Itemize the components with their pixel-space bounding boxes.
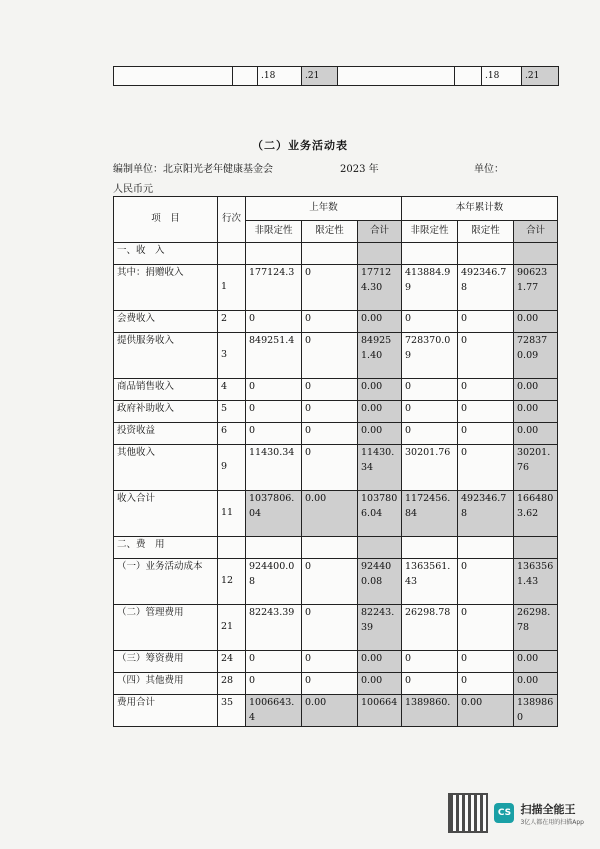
cell-c4: 1363561.43	[402, 559, 458, 605]
cell-line: 12	[218, 559, 246, 605]
brand-tagline: 3亿人都在用的扫描App	[520, 818, 584, 826]
table-row	[114, 695, 558, 727]
header-this-year: 本年累计数	[402, 197, 558, 221]
cell-c6: 906231.77	[514, 265, 558, 311]
cell-c6: 1664803.62	[514, 491, 558, 537]
cell-c1: 0	[246, 651, 302, 673]
table-row	[114, 537, 558, 559]
cell-c2: 0	[302, 333, 358, 379]
header-unrestricted: 非限定性	[246, 221, 302, 243]
org-label: 编制单位：北京阳光老年健康基金会	[113, 164, 273, 175]
top-cell-b: .21	[301, 67, 337, 85]
cell-item: 政府补助收入	[114, 401, 218, 423]
cell-c3: 100664	[358, 695, 402, 727]
cell-c4: 0	[402, 401, 458, 423]
cell-c3: 0.00	[358, 401, 402, 423]
cell-c5: 0	[458, 605, 514, 651]
cell-c5: 0	[458, 333, 514, 379]
top-cell-d: .21	[521, 67, 558, 85]
cell-c5: 492346.78	[458, 491, 514, 537]
unit-label: 单位：	[474, 164, 504, 175]
page-title: （二）业务活动表	[252, 139, 348, 152]
cell-item: 会费收入	[114, 311, 218, 333]
table-row	[114, 265, 558, 311]
cell-c4: 26298.78	[402, 605, 458, 651]
year-label: 2023 年	[340, 164, 379, 175]
table-row	[114, 333, 558, 379]
cell-line: 35	[218, 695, 246, 727]
cell-c2: 0	[302, 265, 358, 311]
cell-c6: 26298.78	[514, 605, 558, 651]
cell-c2: 0	[302, 559, 358, 605]
cell-item: 提供服务收入	[114, 333, 218, 379]
cell-c2: 0	[302, 651, 358, 673]
scanner-watermark	[448, 793, 584, 833]
cell-line: 1	[218, 265, 246, 311]
cell-c4	[402, 537, 458, 559]
table-row	[114, 423, 558, 445]
cell-line: 9	[218, 445, 246, 491]
table-row	[114, 445, 558, 491]
cell-c1: 0	[246, 423, 302, 445]
cell-c6: 30201.76	[514, 445, 558, 491]
cell-c2: 0	[302, 311, 358, 333]
cell-c1: 924400.08	[246, 559, 302, 605]
cell-c5: 492346.78	[458, 265, 514, 311]
cell-line: 24	[218, 651, 246, 673]
cell-item: （一）业务活动成本	[114, 559, 218, 605]
cell-c3: 177124.30	[358, 265, 402, 311]
cell-c3: 924400.08	[358, 559, 402, 605]
cell-c3	[358, 243, 402, 265]
header-restricted: 限定性	[302, 221, 358, 243]
cell-item: （三）筹资费用	[114, 651, 218, 673]
table-row	[114, 605, 558, 651]
table-row	[114, 243, 558, 265]
cell-line: 28	[218, 673, 246, 695]
header-item: 项 目	[114, 197, 218, 243]
cell-c3: 849251.40	[358, 333, 402, 379]
cell-c5: 0	[458, 445, 514, 491]
cell-c1: 177124.3	[246, 265, 302, 311]
cell-c2	[302, 537, 358, 559]
header-last-year: 上年数	[246, 197, 402, 221]
cell-c5: 0	[458, 311, 514, 333]
top-table-fragment	[113, 66, 559, 86]
cell-c1: 0	[246, 379, 302, 401]
table-row	[114, 311, 558, 333]
cell-c5: 0	[458, 673, 514, 695]
cell-c5: 0	[458, 379, 514, 401]
cell-c4: 728370.09	[402, 333, 458, 379]
cell-c4: 0	[402, 673, 458, 695]
cell-line: 5	[218, 401, 246, 423]
header-unrestricted: 非限定性	[402, 221, 458, 243]
cell-line: 3	[218, 333, 246, 379]
cell-line: 21	[218, 605, 246, 651]
cell-c2: 0.00	[302, 695, 358, 727]
cell-c3: 0.00	[358, 673, 402, 695]
cell-c2: 0	[302, 605, 358, 651]
cell-c5: 0	[458, 559, 514, 605]
cell-c2: 0	[302, 445, 358, 491]
cell-c6: 1363561.43	[514, 559, 558, 605]
cell-c2	[302, 243, 358, 265]
cell-c1: 82243.39	[246, 605, 302, 651]
cell-item: 商品销售收入	[114, 379, 218, 401]
cell-c2: 0	[302, 423, 358, 445]
cell-c4	[402, 243, 458, 265]
cell-line	[218, 537, 246, 559]
cell-c6: 0.00	[514, 673, 558, 695]
cell-c1: 0	[246, 311, 302, 333]
cell-c6: 728370.09	[514, 333, 558, 379]
table-row	[114, 379, 558, 401]
cell-c4: 0	[402, 651, 458, 673]
cell-item: 其中：捐赠收入	[114, 265, 218, 311]
cell-c3: 0.00	[358, 311, 402, 333]
cell-c5: 0	[458, 651, 514, 673]
cell-c4: 413884.99	[402, 265, 458, 311]
cell-c4: 30201.76	[402, 445, 458, 491]
cell-c6: 0.00	[514, 401, 558, 423]
cell-c4: 0	[402, 423, 458, 445]
cell-c2: 0	[302, 379, 358, 401]
activity-table	[113, 196, 558, 727]
cell-c4: 1172456.84	[402, 491, 458, 537]
cell-line: 11	[218, 491, 246, 537]
camscanner-logo-icon: CS	[494, 803, 514, 823]
cell-item: 费用合计	[114, 695, 218, 727]
cell-c1: 1006643.4	[246, 695, 302, 727]
currency-label: 人民币元	[113, 184, 153, 195]
cell-line: 2	[218, 311, 246, 333]
top-cell-c: .18	[481, 67, 525, 85]
cell-line: 6	[218, 423, 246, 445]
cell-line: 4	[218, 379, 246, 401]
cell-c1: 849251.4	[246, 333, 302, 379]
cell-c3: 0.00	[358, 379, 402, 401]
table-row	[114, 491, 558, 537]
cell-c1: 0	[246, 673, 302, 695]
cell-c6: 1389860	[514, 695, 558, 727]
cell-c6	[514, 243, 558, 265]
cell-item: 其他收入	[114, 445, 218, 491]
cell-c1: 11430.34	[246, 445, 302, 491]
cell-c3: 82243.39	[358, 605, 402, 651]
cell-c2: 0	[302, 673, 358, 695]
cell-line	[218, 243, 246, 265]
cell-c5: 0	[458, 423, 514, 445]
cell-c6	[514, 537, 558, 559]
cell-c5	[458, 537, 514, 559]
cell-item: 一、收 入	[114, 243, 218, 265]
table-row	[114, 673, 558, 695]
cell-c6: 0.00	[514, 651, 558, 673]
table-row	[114, 651, 558, 673]
cell-c2: 0.00	[302, 491, 358, 537]
cell-item: （二）管理费用	[114, 605, 218, 651]
header-restricted: 限定性	[458, 221, 514, 243]
header-total: 合计	[358, 221, 402, 243]
header-total: 合计	[514, 221, 558, 243]
header-line: 行次	[218, 197, 246, 243]
cell-item: （四）其他费用	[114, 673, 218, 695]
cell-c1	[246, 537, 302, 559]
cell-c4: 0	[402, 379, 458, 401]
cell-c3	[358, 537, 402, 559]
table-row	[114, 401, 558, 423]
cell-c6: 0.00	[514, 311, 558, 333]
cell-c3: 0.00	[358, 423, 402, 445]
brand-name: 扫描全能王	[520, 802, 576, 816]
cell-c5	[458, 243, 514, 265]
cell-c4: 1389860.	[402, 695, 458, 727]
cell-c1: 0	[246, 401, 302, 423]
top-cell-a: .18	[257, 67, 301, 85]
cell-c6: 0.00	[514, 423, 558, 445]
cell-item: 投资收益	[114, 423, 218, 445]
cell-c1	[246, 243, 302, 265]
cell-c1: 1037806.04	[246, 491, 302, 537]
qr-code-icon	[448, 793, 488, 833]
cell-item: 二、费 用	[114, 537, 218, 559]
cell-c2: 0	[302, 401, 358, 423]
cell-c5: 0	[458, 401, 514, 423]
cell-c3: 11430.34	[358, 445, 402, 491]
cell-item: 收入合计	[114, 491, 218, 537]
cell-c3: 1037806.04	[358, 491, 402, 537]
table-row	[114, 559, 558, 605]
cell-c5: 0.00	[458, 695, 514, 727]
cell-c6: 0.00	[514, 379, 558, 401]
cell-c4: 0	[402, 311, 458, 333]
cell-c3: 0.00	[358, 651, 402, 673]
